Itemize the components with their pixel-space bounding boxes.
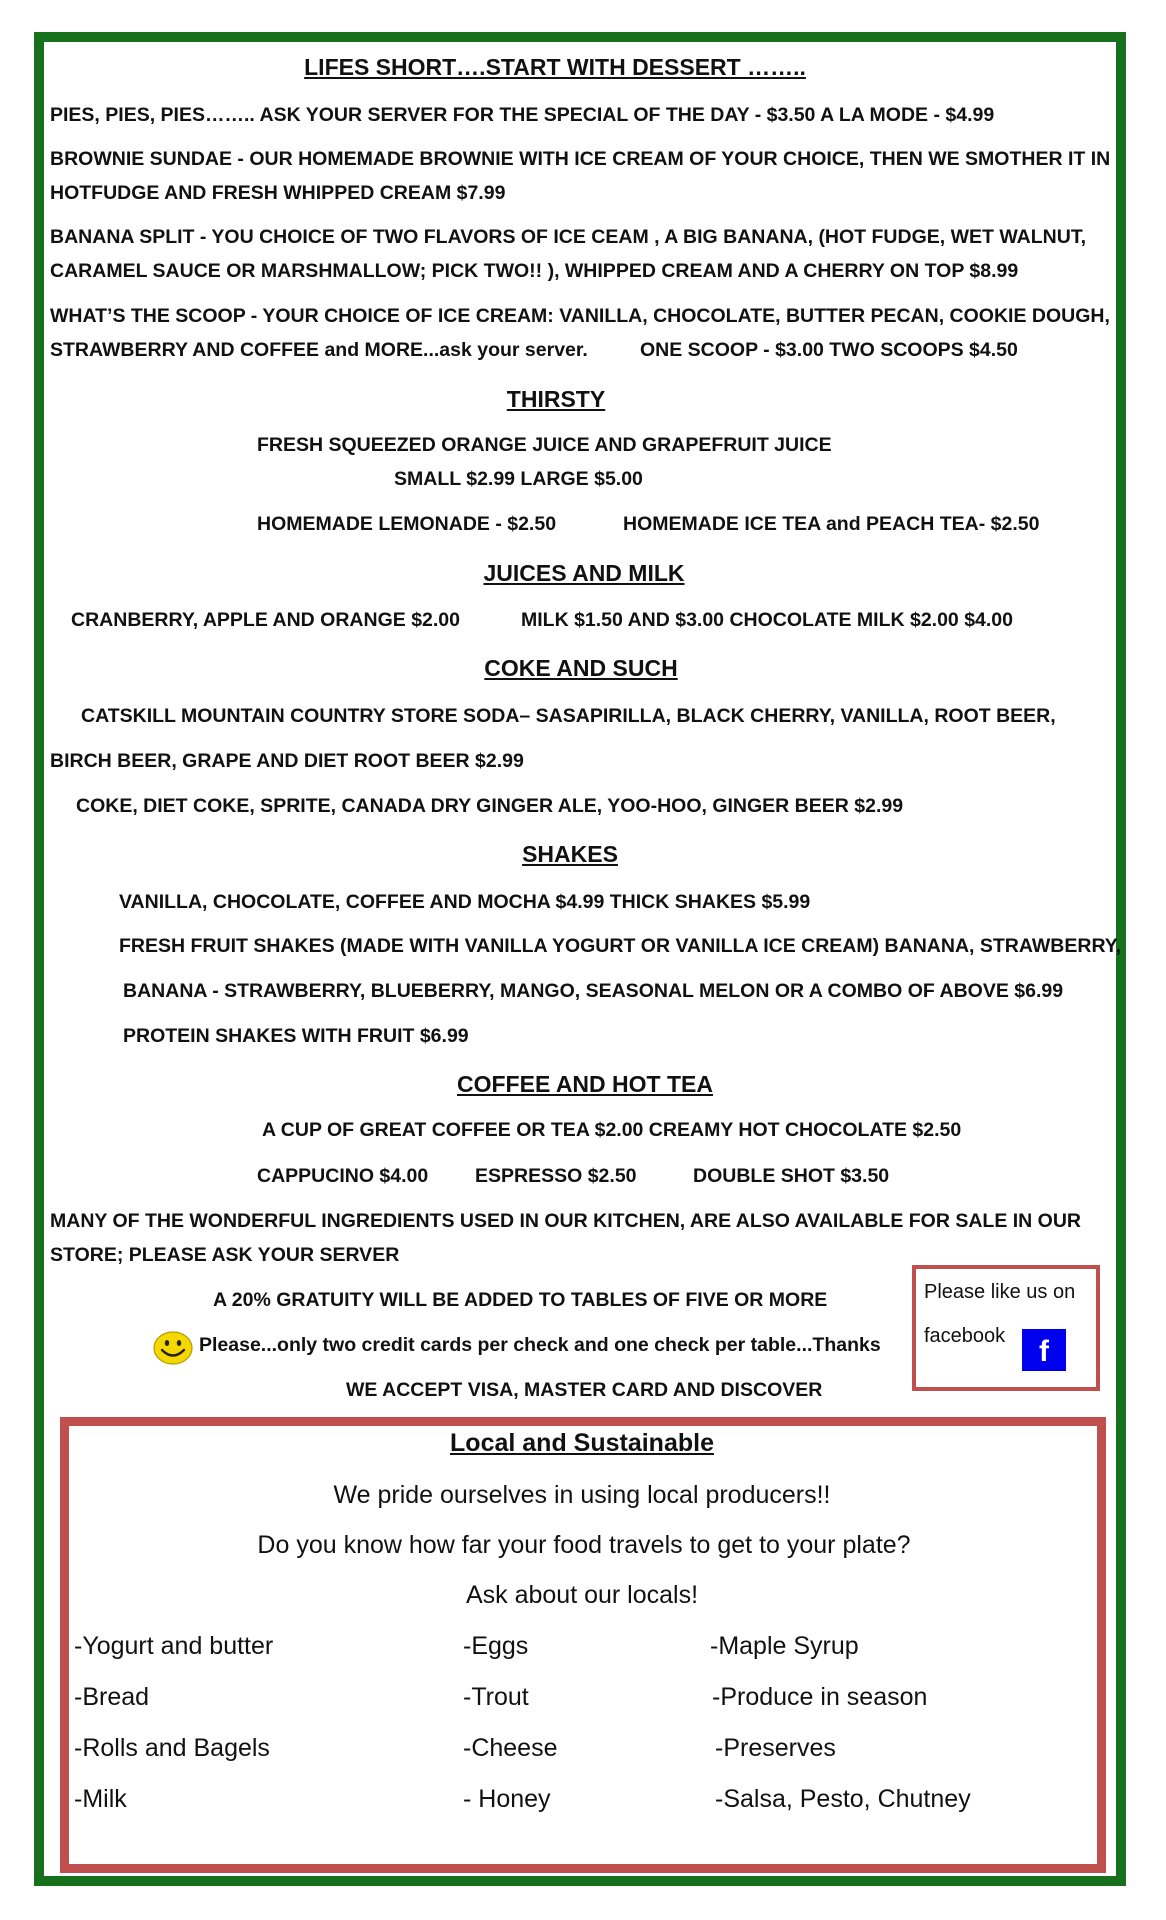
dessert-heading: LIFES SHORT….START WITH DESSERT ……..	[304, 54, 806, 80]
local-item: -Maple Syrup	[710, 1632, 859, 1660]
local-item: -Milk	[74, 1785, 127, 1813]
scoop-item-line1: WHAT’S THE SCOOP - YOUR CHOICE OF ICE CREAM: VANILLA, CHOCOLATE, BUTTER PECAN, COOKIE DOUGH,	[50, 305, 1110, 327]
credit-card-note: Please...only two credit cards per check and one check per table...Thanks	[199, 1334, 881, 1356]
local-item: - Honey	[463, 1785, 551, 1813]
facebook-box[interactable]	[912, 1265, 1100, 1391]
scoop-prices: ONE SCOOP - $3.00 TWO SCOOPS $4.50	[640, 339, 1018, 361]
local-item: -Produce in season	[712, 1683, 928, 1711]
facebook-text-line2: facebook	[924, 1325, 1006, 1347]
local-item: -Preserves	[715, 1734, 836, 1762]
coffee-heading: COFFEE AND HOT TEA	[457, 1071, 713, 1097]
shakes-line4: PROTEIN SHAKES WITH FRUIT $6.99	[123, 1025, 469, 1047]
lemonade-item: HOMEMADE LEMONADE - $2.50	[257, 513, 557, 535]
espresso-item: ESPRESSO $2.50	[475, 1165, 637, 1187]
fresh-juice-line2: SMALL $2.99 LARGE $5.00	[394, 468, 643, 490]
shakes-heading: SHAKES	[522, 841, 618, 867]
facebook-text-line1: Please like us on	[924, 1281, 1076, 1303]
fresh-juice-line1: FRESH SQUEEZED ORANGE JUICE AND GRAPEFRUIT JUICE	[257, 434, 832, 456]
shakes-line1: VANILLA, CHOCOLATE, COFFEE AND MOCHA $4.99 THICK SHAKES $5.99	[119, 891, 811, 913]
catskill-soda-line1: CATSKILL MOUNTAIN COUNTRY STORE SODA– SASAPIRILLA, BLACK CHERRY, VANILLA, ROOT BEER,	[81, 705, 1056, 727]
thirsty-heading: THIRSTY	[506, 386, 606, 412]
local-item: -Salsa, Pesto, Chutney	[715, 1785, 971, 1813]
coke-heading: COKE AND SUCH	[484, 655, 678, 681]
juices-heading: JUICES AND MILK	[483, 560, 685, 586]
brownie-item: BROWNIE SUNDAE - OUR HOMEMADE BROWNIE WITH ICE CREAM OF YOUR CHOICE, THEN WE SMOTHER IT IN HOTFUDGE AND FRESH WHIPPED CREAM $7.99	[50, 148, 1111, 204]
local-item: -Cheese	[463, 1734, 558, 1762]
local-line1: We pride ourselves in using local producers!!	[333, 1481, 831, 1509]
catskill-soda-line2: BIRCH BEER, GRAPE AND DIET ROOT BEER $2.99	[50, 750, 524, 772]
smiley-icon	[153, 1331, 193, 1365]
local-item: -Yogurt and butter	[74, 1632, 274, 1660]
facebook-icon[interactable]: f	[1022, 1329, 1066, 1371]
banana-split-item: BANANA SPLIT - YOU CHOICE OF TWO FLAVORS OF ICE CEAM , A BIG BANANA, (HOT FUDGE, WET WALNUT, CARAMEL SAUCE OR MARSHMALLOW; PICK TWO!! ), WHIPPED CREAM AND A CHERRY ON TOP $8.99	[50, 226, 1086, 282]
local-heading: Local and Sustainable	[450, 1429, 714, 1457]
cappucino-item: CAPPUCINO $4.00	[257, 1165, 429, 1187]
double-shot-item: DOUBLE SHOT $3.50	[693, 1165, 890, 1187]
local-item: -Bread	[74, 1683, 150, 1711]
ice-tea-item: HOMEMADE ICE TEA and PEACH TEA- $2.50	[623, 513, 1040, 535]
scoop-item-line2: STRAWBERRY AND COFFEE and MORE...ask your server.	[50, 339, 588, 361]
local-line3: Ask about our locals!	[465, 1581, 699, 1609]
shakes-line3: BANANA - STRAWBERRY, BLUEBERRY, MANGO, SEASONAL MELON OR A COMBO OF ABOVE $6.99	[123, 980, 1064, 1002]
local-item: -Trout	[463, 1683, 529, 1711]
local-item: -Rolls and Bagels	[74, 1734, 270, 1762]
local-item: -Eggs	[463, 1632, 529, 1660]
coke-item: COKE, DIET COKE, SPRITE, CANADA DRY GINGER ALE, YOO-HOO, GINGER BEER $2.99	[76, 795, 904, 817]
coffee-line1: A CUP OF GREAT COFFEE OR TEA $2.00 CREAMY HOT CHOCOLATE $2.50	[262, 1119, 962, 1141]
pies-item: PIES, PIES, PIES…….. ASK YOUR SERVER FOR THE SPECIAL OF THE DAY - $3.50 A LA MODE - $4.99	[50, 104, 995, 126]
ingredients-note: MANY OF THE WONDERFUL INGREDIENTS USED IN OUR KITCHEN, ARE ALSO AVAILABLE FOR SALE IN OUR STORE; PLEASE ASK YOUR SERVER	[50, 1210, 1081, 1266]
milk-item: MILK $1.50 AND $3.00 CHOCOLATE MILK $2.00 $4.00	[521, 609, 1013, 631]
cranberry-item: CRANBERRY, APPLE AND ORANGE $2.00	[71, 609, 460, 631]
accepted-cards-note: WE ACCEPT VISA, MASTER CARD AND DISCOVER	[346, 1379, 823, 1401]
local-line2: Do you know how far your food travels to get to your plate?	[257, 1531, 911, 1559]
shakes-line2: FRESH FRUIT SHAKES (MADE WITH VANILLA YOGURT OR VANILLA ICE CREAM) BANANA, STRAWBERRY,	[119, 935, 1122, 957]
gratuity-note: A 20% GRATUITY WILL BE ADDED TO TABLES OF FIVE OR MORE	[213, 1289, 828, 1311]
